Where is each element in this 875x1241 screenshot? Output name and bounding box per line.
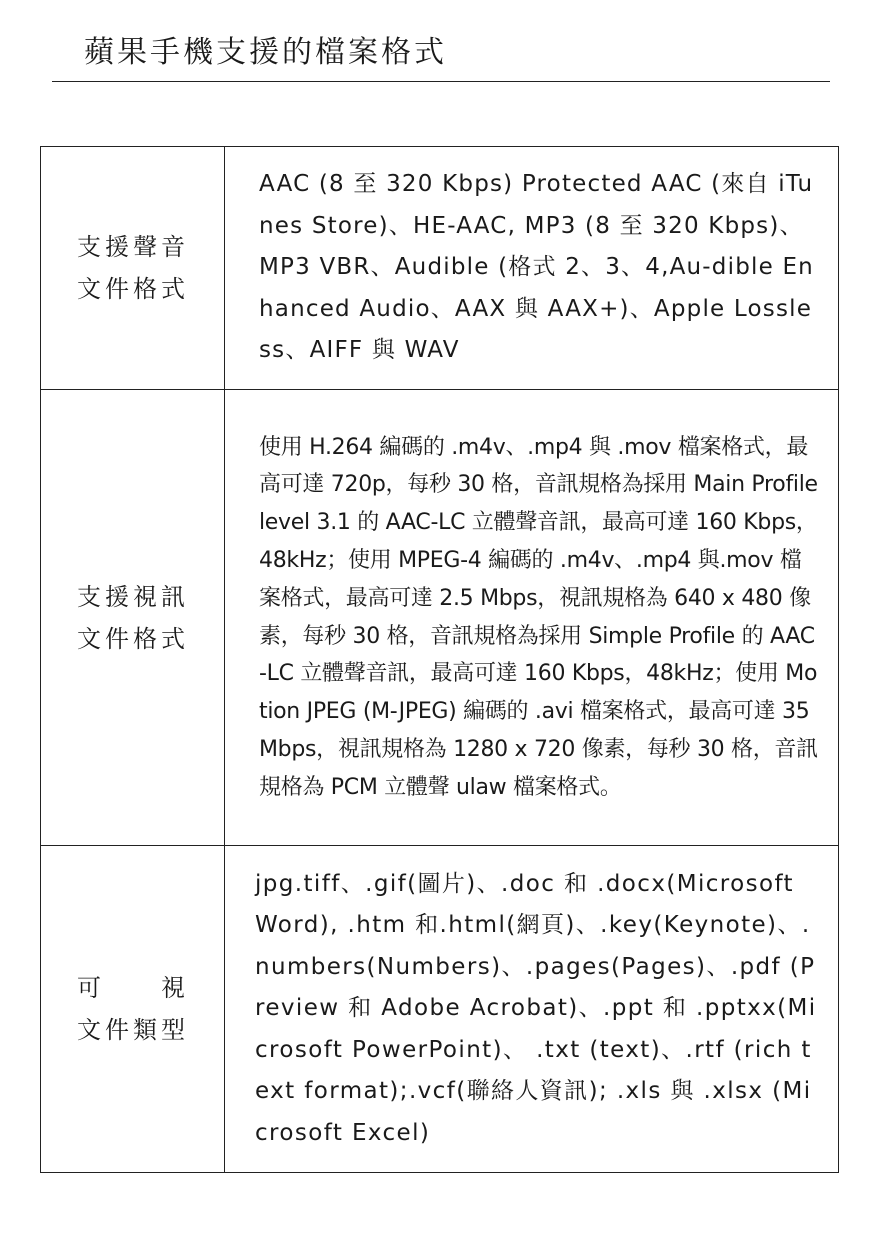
row-content-cell	[225, 390, 839, 846]
row-label-cell	[41, 846, 225, 1173]
video-format-description: 使用 H.264 編碼的 .m4v、.mp4 與 .mov 檔案格式，最高可達 720p，每秒 30 格，音訊規格為採用 Main Profile level 3.1 的 AAC-LC 立體聲音訊，最高可達 160 Kbps，48kHz；使用 MPEG-4 編碼的 .m4v、.mp4 與.mov 檔案格式，最高可達 2.5 Mbps，視訊規格為 640 x 480 像素，每秒 30 格，音訊規格為採用 Simple Profile 的 AAC-LC 立體聲音訊，最高可達 160 Kbps，48kHz；使用 Motion JPEG (M-JPEG) 編碼的 .avi 檔案格式，最高可達 35 Mbps，視訊規格為 1280 x 720 像素，每秒 30 格，音訊規格為 PCM 立體聲 ulaw 檔案格式。	[259, 434, 818, 800]
row-label-cell	[41, 390, 225, 846]
document-type-label: 可 視 文件類型	[77, 974, 189, 1044]
document-type-description: jpg.tiff、.gif(圖片)、.doc 和 .docx(Microsoft Word), .htm 和.html(網頁)、.key(Keynote)、.numbers(Numbers)、.pages(Pages)、.pdf (Preview 和 Adobe Acrobat)、.ppt 和 .pptxx(Microsoft PowerPoint)、 .txt (text)、.rtf (rich text format);.vcf(聯絡人資訊); .xls 與 .xlsx (Microsoft Excel)	[255, 870, 817, 1146]
page-title: 蘋果手機支援的檔案格式	[84, 35, 447, 70]
audio-format-description: AAC (8 至 320 Kbps) Protected AAC (來自 iTunes Store)、HE-AAC, MP3 (8 至 320 Kbps)、MP3 VBR、Audible (格式 2、3、4,Au-dible Enhanced Audio、AAX 與 AAX+)、Apple Lossless、AIFF 與 WAV	[259, 171, 814, 364]
table-row-audio	[41, 147, 839, 390]
file-format-table	[40, 146, 839, 1173]
table-row-documents	[41, 846, 839, 1173]
video-format-label: 支援視訊 文件格式	[77, 582, 189, 653]
row-content-cell	[225, 846, 839, 1173]
audio-format-label: 支援聲音 文件格式	[77, 233, 189, 303]
title-divider	[52, 81, 830, 82]
row-content-cell	[225, 147, 839, 390]
table-row-video	[41, 390, 839, 846]
row-label-cell	[41, 147, 225, 390]
